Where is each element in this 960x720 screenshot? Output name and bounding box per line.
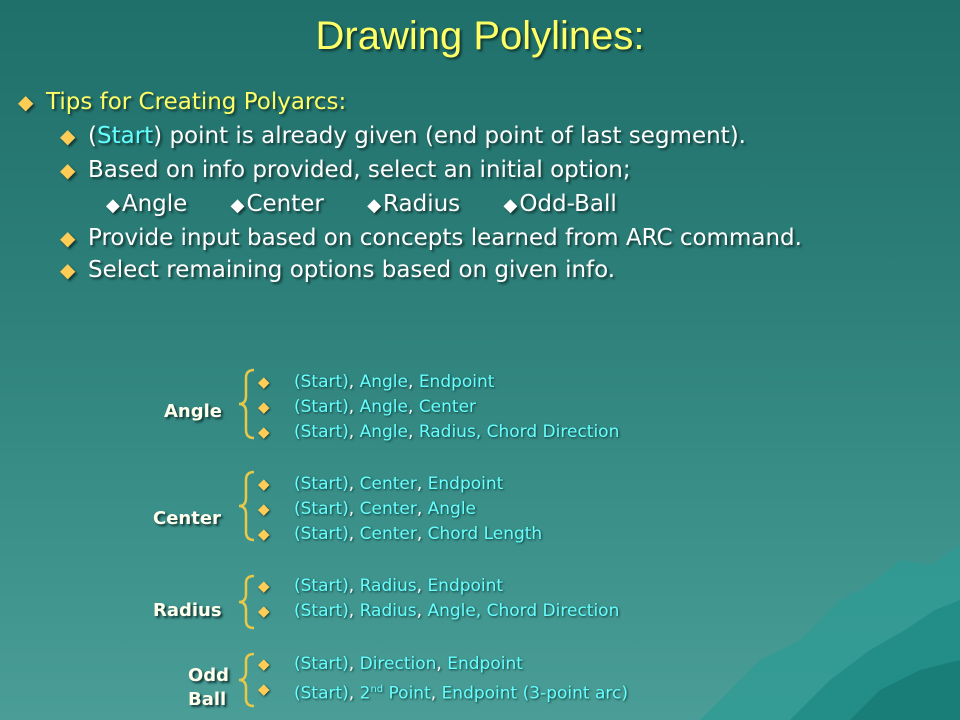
oddball-brace-icon [236, 652, 258, 708]
oddball-items [258, 652, 628, 702]
diamond-bullet-icon: ◆ [258, 398, 270, 416]
option-angle: ◆Angle [106, 191, 188, 217]
radius-brace-icon [236, 574, 258, 630]
option-odd-ball: ◆Odd-Ball [503, 191, 617, 217]
page-title: Drawing Polylines: [315, 14, 645, 58]
option-center: ◆Center [230, 191, 324, 217]
center-brace-icon [236, 470, 258, 542]
sub-bullet-remaining-options: ◆ Select remaining options based on given info. [60, 257, 616, 283]
diamond-bullet-icon: ◆ [18, 90, 34, 114]
diamond-bullet-icon: ◆ [258, 500, 270, 518]
list-item: ◆ (Start), 2nd Point, Endpoint (3-point arc) [258, 677, 628, 702]
diamond-bullet-icon: ◆ [258, 680, 270, 698]
list-item: ◆ (Start), Angle, Endpoint [258, 370, 619, 395]
diamond-bullet-icon: ◆ [60, 124, 76, 148]
list-item: ◆ (Start), Center, Angle [258, 497, 542, 522]
option-list [18, 190, 948, 220]
list-item: ◆ (Start), Angle, Radius, Chord Direction [258, 420, 619, 445]
main-bullet [18, 88, 948, 116]
diamond-bullet-icon: ◆ [258, 602, 270, 620]
radius-items [258, 574, 619, 624]
list-item: ◆ (Start), Angle, Center [258, 395, 619, 420]
angle-items [258, 370, 619, 445]
list-item: ◆ (Start), Direction, Endpoint [258, 652, 628, 677]
diamond-bullet-icon: ◆ [258, 577, 270, 595]
start-keyword: Start [96, 123, 154, 149]
bullet-list [18, 88, 948, 290]
center-items [258, 472, 542, 547]
diamond-bullet-icon: ◆ [60, 226, 76, 250]
sub-bullet-arc-concepts: ◆ Provide input based on concepts learned from ARC command. [60, 225, 802, 251]
sub-bullet-start-point: ◆ (Start) point is already given (end point of last segment). [60, 123, 746, 149]
diamond-bullet-icon: ◆ [258, 475, 270, 493]
group-label-angle: Angle [164, 401, 223, 422]
list-item: ◆ (Start), Radius, Endpoint [258, 574, 619, 599]
small-diamond-icon: ◆ [503, 195, 518, 216]
list-item: ◆ (Start), Radius, Angle, Chord Direction [258, 599, 619, 624]
diamond-bullet-icon: ◆ [60, 258, 76, 282]
main-bullet-text: Tips for Creating Polyarcs: [46, 89, 347, 115]
small-diamond-icon: ◆ [367, 195, 382, 216]
group-label-radius: Radius [153, 600, 222, 621]
list-item: ◆ (Start), Center, Chord Length [258, 522, 542, 547]
diamond-bullet-icon: ◆ [258, 373, 270, 391]
small-diamond-icon: ◆ [106, 195, 120, 216]
list-item: ◆ (Start), Center, Endpoint [258, 472, 542, 497]
diamond-bullet-icon: ◆ [258, 525, 270, 543]
group-label-oddball: Odd Ball [188, 665, 230, 710]
option-radius: ◆Radius [367, 191, 461, 217]
small-diamond-icon: ◆ [230, 195, 245, 216]
diamond-bullet-icon: ◆ [258, 655, 270, 673]
angle-brace-icon [236, 368, 258, 440]
diamond-bullet-icon: ◆ [60, 158, 76, 182]
diamond-bullet-icon: ◆ [258, 423, 270, 441]
group-label-center: Center [153, 508, 221, 529]
sub-bullet-initial-option: ◆ Based on info provided, select an initial option; [60, 157, 631, 183]
